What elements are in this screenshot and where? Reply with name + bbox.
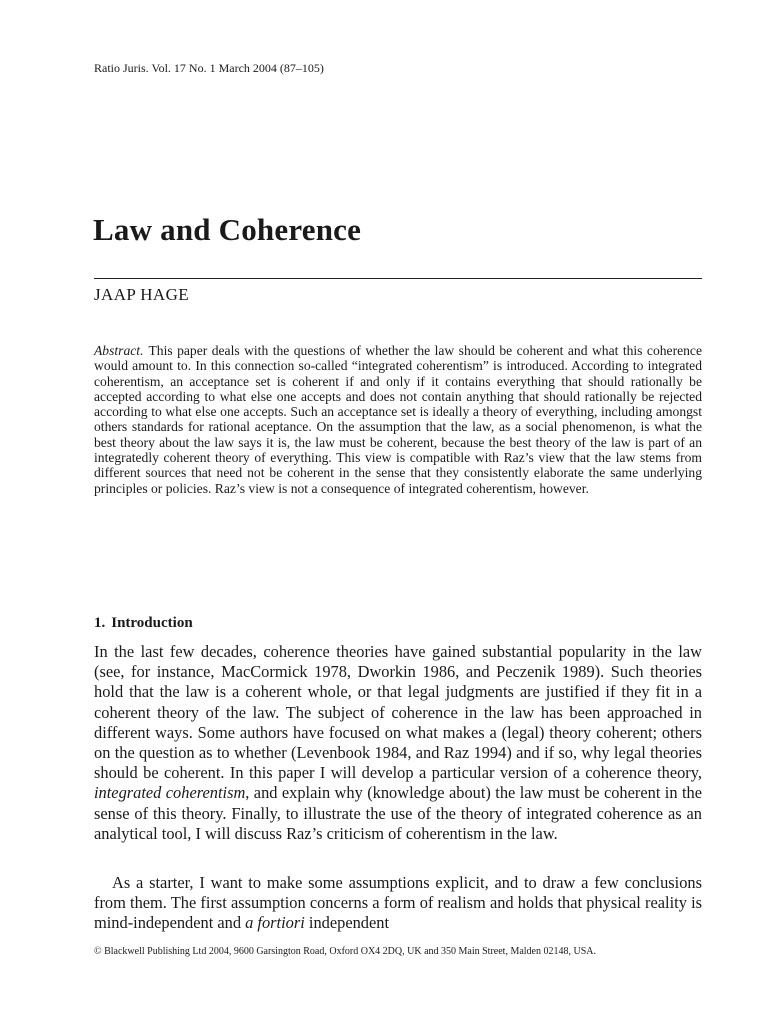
section-heading-introduction — [94, 615, 193, 632]
abstract-label: Abstract. — [94, 343, 144, 358]
section-number: 1. — [94, 615, 106, 631]
body-paragraph-1 — [94, 642, 702, 844]
section-title: Introduction — [111, 615, 193, 631]
paragraph-1-text-a: In the last few decades, coherence theories have gained substantial popularity in the law (see, for instance, MacCormick 1978, Dworkin 1986, and Peczenik 1989). Such theories hold that the law is a coherent whole, or that legal judgments are justified if they fit in a coherent theory of the law. The subject of coherence in the law has been approached in different ways. Some authors have focused on what makes a (legal) theory coherent; others on the question as to whether (Levenbook 1984, and Raz 1994) and if so, why legal theories should be coherent. In this paper I will develop a particular version of a coherence theory, — [94, 642, 702, 783]
paragraph-1-text-b: , and explain why (knowledge about) the law must be coherent in the sense of this theory. Finally, to illustrate the use of the theory of integrated coherence as an analytical tool, I will discuss Raz’s criticism of coherentism in the law. — [94, 783, 702, 843]
author-name: JAAP HAGE — [94, 285, 190, 304]
emphasis-a-fortiori: a fortiori — [245, 913, 305, 933]
paragraph-2-text-a: As a starter, I want to make some assumptions explicit, and to draw a few conclusions from them. The first assumption concerns a form of realism and holds that physical reality is mind-independent and — [94, 873, 702, 933]
article-title: Law and Coherence — [93, 212, 362, 247]
emphasis-integrated-coherentism: integrated coherentism — [94, 783, 246, 803]
copyright-footer: © Blackwell Publishing Ltd 2004, 9600 Garsington Road, Oxford OX4 2DQ, UK and 350 Main Street, Malden 02148, USA. — [94, 946, 596, 957]
journal-reference: Ratio Juris. Vol. 17 No. 1 March 2004 (87–105) — [94, 61, 324, 75]
title-divider — [94, 278, 702, 279]
paragraph-2-text-b: independent — [308, 913, 390, 933]
abstract-text: This paper deals with the questions of whether the law should be coherent and what this coherence would amount to. In this connection so-called “integrated coherentism” is introduced. According to integrated coherentism, an acceptance set is coherent if and only if it contains everything that should rationally be accepted according to what else one accepts and does not contain anything that should rationally be rejected according to what else one accepts. Such an acceptance set is ideally a theory of everything, including amongst others standards for rational aceptance. On the assumption that the law, as a social phenomenon, is what the best theory about the law says it is, the law must be coherent, because the best theory of the law is part of an integratedly coherent theory of everything. This view is compatible with Raz’s view that the law stems from different sources that need not be coherent in the sense that they consistently elaborate the same underlying principles or policies. Raz’s view is not a consequence of integrated coherentism, however. — [94, 343, 702, 496]
abstract — [94, 343, 702, 496]
body-paragraph-2 — [94, 873, 702, 934]
